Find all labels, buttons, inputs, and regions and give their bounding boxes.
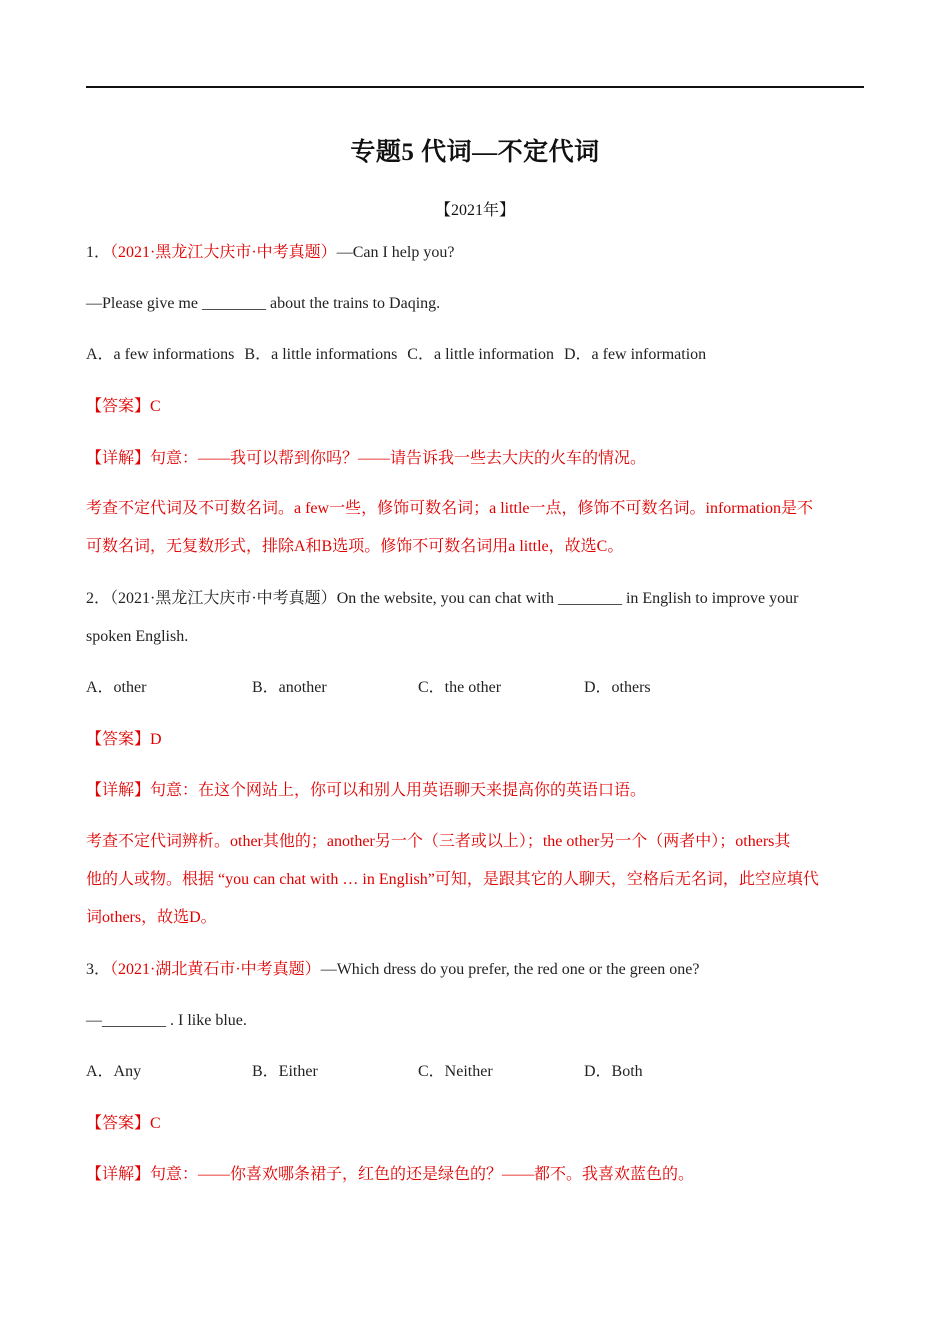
question-1-stem <box>86 241 864 265</box>
year-heading: 【2021年】 <box>434 202 515 219</box>
option-d: D．Both <box>584 1063 643 1080</box>
option-a: A．a few informations <box>86 346 235 363</box>
question-3-options <box>86 1060 864 1084</box>
question-3-answer: 【答案】C <box>86 1115 161 1132</box>
question-2-options <box>86 676 864 700</box>
page-title: 专题5 代词—不定代词 <box>350 139 600 166</box>
option-b: B．a little informations <box>244 346 398 363</box>
question-2-explain-line: 考查不定代词辨析。other其他的；another另一个（三者或以上）；the other另一个（两者中）；others其 <box>86 833 791 850</box>
question-source: （2021·黑龙江大庆市·中考真题） <box>110 590 337 607</box>
question-3-line2: —________ . I like blue. <box>86 1012 247 1029</box>
question-number: 2． <box>86 590 111 607</box>
option-c: C．Neither <box>418 1063 493 1080</box>
option-a: A．Any <box>86 1063 142 1080</box>
question-source: （2021·湖北黄石市·中考真题） <box>110 961 321 978</box>
question-3-explain-title: 【详解】句意：——你喜欢哪条裙子，红色的还是绿色的？——都不。我喜欢蓝色的。 <box>86 1166 695 1183</box>
option-d: D．a few information <box>563 346 707 363</box>
question-2-explain-line: 词others，故选D。 <box>86 909 217 926</box>
question-source: （2021·黑龙江大庆市·中考真题） <box>110 244 337 261</box>
question-number: 1． <box>86 244 111 261</box>
option-c: C．a little information <box>407 346 554 363</box>
option-b: B．another <box>252 679 327 696</box>
question-1-answer: 【答案】C <box>86 398 161 415</box>
question-1-options <box>86 343 864 367</box>
question-text: On the website, you can chat with ________ in English to improve your <box>336 590 799 607</box>
option-d: D．others <box>584 679 651 696</box>
question-3-stem <box>86 958 864 982</box>
option-c: C．the other <box>418 679 502 696</box>
question-2-line2: spoken English. <box>86 628 189 645</box>
question-number: 3． <box>86 961 111 978</box>
question-1-line2: —Please give me ________ about the trains to Daqing. <box>86 295 441 312</box>
option-b: B．Either <box>252 1063 318 1080</box>
option-a: A．other <box>86 679 147 696</box>
question-2-stem <box>86 587 864 611</box>
question-1-explain-line: 可数名词，无复数形式，排除A和B选项。修饰不可数名词用a little，故选C。 <box>86 538 624 555</box>
question-text: —Can I help you? <box>336 244 455 261</box>
question-2-answer: 【答案】D <box>86 731 162 748</box>
question-2-explain-line: 他的人或物。根据 “you can chat with … in English”可知，是跟其它的人聊天，空格后无名词，此空应填代 <box>86 871 819 888</box>
question-1-explain-title: 【详解】句意：——我可以帮到你吗？——请告诉我一些去大庆的火车的情况。 <box>86 450 647 467</box>
question-2-explain-title: 【详解】句意：在这个网站上，你可以和别人用英语聊天来提高你的英语口语。 <box>86 782 647 799</box>
question-1-explain-line: 考查不定代词及不可数名词。a few一些，修饰可数名词；a little一点，修饰不可数名词。information是不 <box>86 500 814 517</box>
header-rule <box>86 86 864 88</box>
question-text: —Which dress do you prefer, the red one or the green one? <box>320 961 700 978</box>
